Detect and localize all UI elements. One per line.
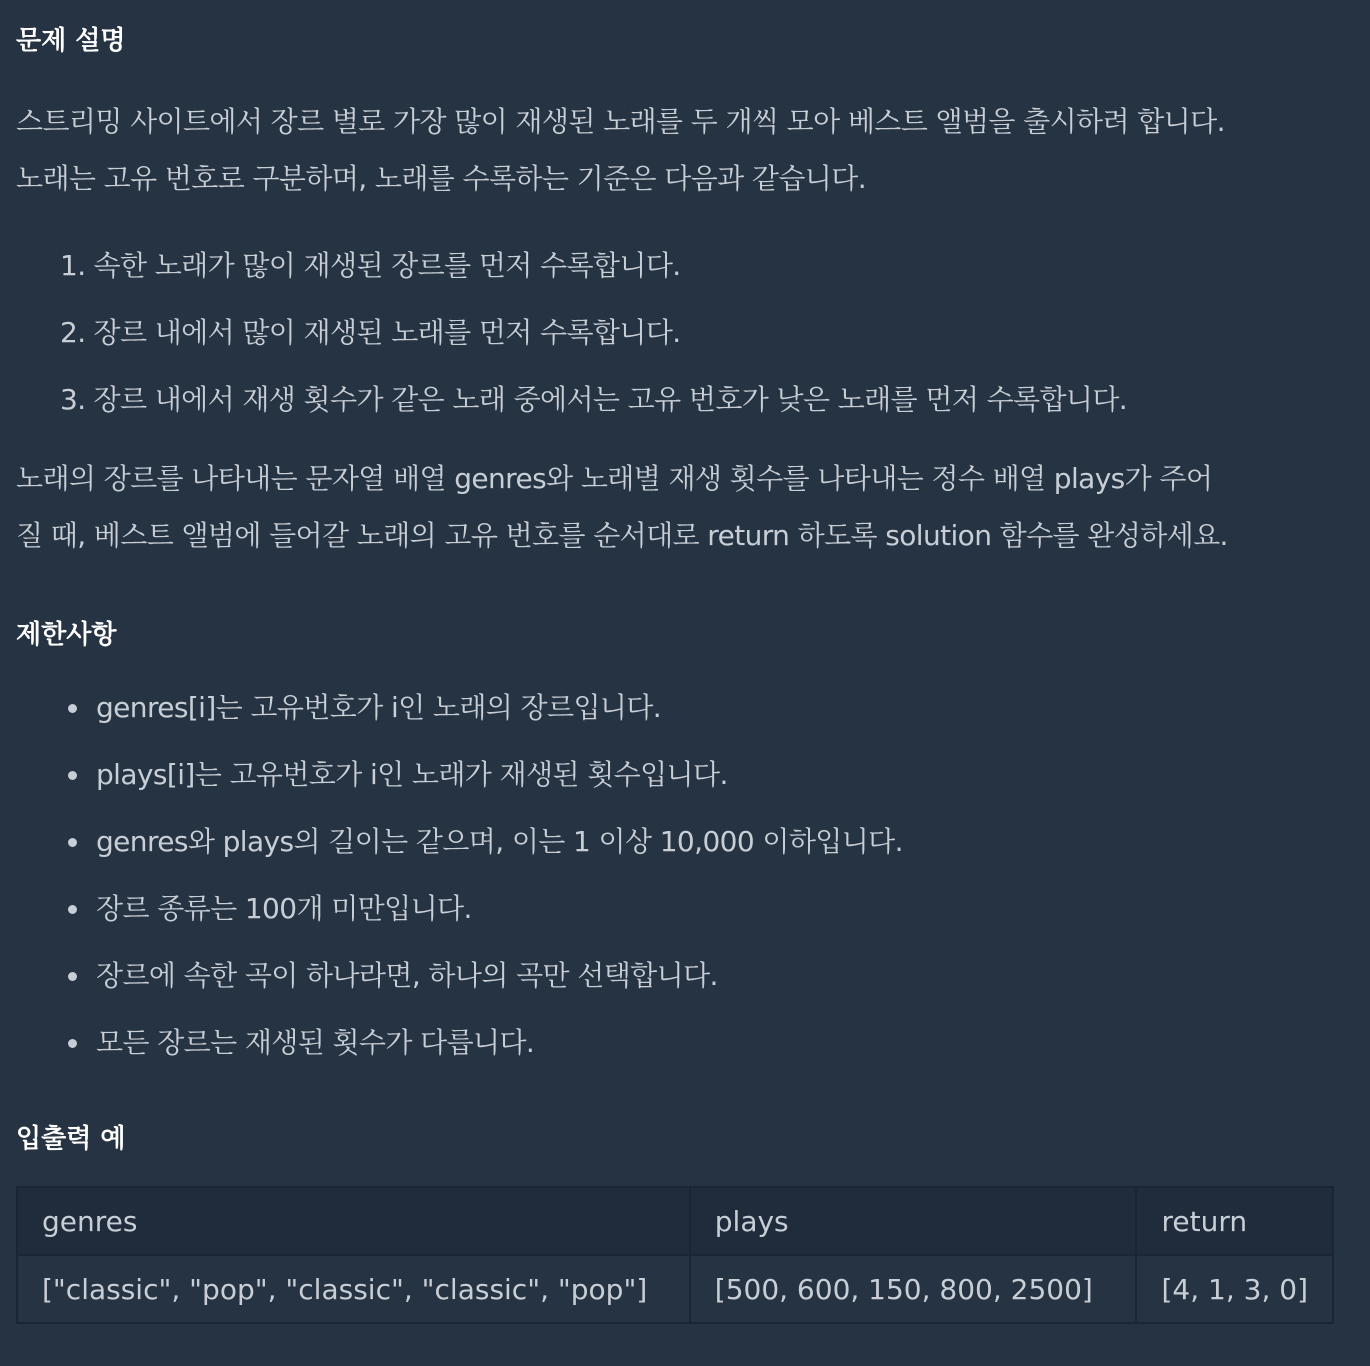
restriction-item bbox=[16, 674, 903, 741]
restriction-item bbox=[16, 942, 903, 1009]
column-header-genres: genres bbox=[17, 1187, 690, 1255]
criteria-text: 장르 내에서 많이 재생된 노래를 먼저 수록합니다. bbox=[93, 316, 681, 349]
restriction-text: 모든 장르는 재생된 횟수가 다릅니다. bbox=[96, 1026, 535, 1059]
restrictions-list bbox=[16, 674, 903, 1076]
restriction-text: 장르 종류는 100개 미만입니다. bbox=[96, 892, 472, 925]
restriction-text: genres와 plays의 길이는 같으며, 이는 1 이상 10,000 이하입니다. bbox=[96, 825, 903, 858]
table-row bbox=[17, 1255, 1333, 1323]
cell-genres: ["classic", "pop", "classic", "classic", "pop"] bbox=[17, 1255, 690, 1323]
restrictions-title: 제한사항 bbox=[16, 620, 117, 650]
restriction-text: genres[i]는 고유번호가 i인 노래의 장르입니다. bbox=[96, 691, 662, 724]
bullet-icon bbox=[68, 1039, 77, 1048]
bullet-icon bbox=[68, 771, 77, 780]
criteria-item bbox=[16, 299, 1127, 366]
restriction-item bbox=[16, 875, 903, 942]
table-header-row bbox=[17, 1187, 1333, 1255]
description-line-1: 스트리밍 사이트에서 장르 별로 가장 많이 재생된 노래를 두 개씩 모아 베스트 앨범을 출시하려 합니다. bbox=[16, 105, 1225, 138]
criteria-number: 1. bbox=[60, 249, 86, 282]
bullet-icon bbox=[68, 704, 77, 713]
restriction-item bbox=[16, 1009, 903, 1076]
criteria-text: 속한 노래가 많이 재생된 장르를 먼저 수록합니다. bbox=[93, 249, 681, 282]
io-example-table bbox=[16, 1186, 1334, 1324]
criteria-number: 3. bbox=[60, 383, 86, 416]
description-line-3: 노래의 장르를 나타내는 문자열 배열 genres와 노래별 재생 횟수를 나타내는 정수 배열 plays가 주어 bbox=[16, 462, 1213, 495]
description-title: 문제 설명 bbox=[16, 26, 126, 56]
bullet-icon bbox=[68, 972, 77, 981]
restriction-item bbox=[16, 808, 903, 875]
cell-return: [4, 1, 3, 0] bbox=[1136, 1255, 1333, 1323]
column-header-plays: plays bbox=[690, 1187, 1137, 1255]
bullet-icon bbox=[68, 905, 77, 914]
bullet-icon bbox=[68, 838, 77, 847]
description-line-4: 질 때, 베스트 앨범에 들어갈 노래의 고유 번호를 순서대로 return 하도록 solution 함수를 완성하세요. bbox=[16, 519, 1228, 552]
cell-plays: [500, 600, 150, 800, 2500] bbox=[690, 1255, 1137, 1323]
criteria-list bbox=[16, 232, 1127, 433]
criteria-text: 장르 내에서 재생 횟수가 같은 노래 중에서는 고유 번호가 낮은 노래를 먼저 수록합니다. bbox=[93, 383, 1128, 416]
criteria-item bbox=[16, 232, 1127, 299]
criteria-item bbox=[16, 366, 1127, 433]
restriction-text: 장르에 속한 곡이 하나라면, 하나의 곡만 선택합니다. bbox=[96, 959, 718, 992]
column-header-return: return bbox=[1136, 1187, 1333, 1255]
io-example-title: 입출력 예 bbox=[16, 1124, 126, 1154]
restriction-text: plays[i]는 고유번호가 i인 노래가 재생된 횟수입니다. bbox=[96, 758, 728, 791]
description-line-2: 노래는 고유 번호로 구분하며, 노래를 수록하는 기준은 다음과 같습니다. bbox=[16, 162, 866, 195]
restriction-item bbox=[16, 741, 903, 808]
criteria-number: 2. bbox=[60, 316, 86, 349]
